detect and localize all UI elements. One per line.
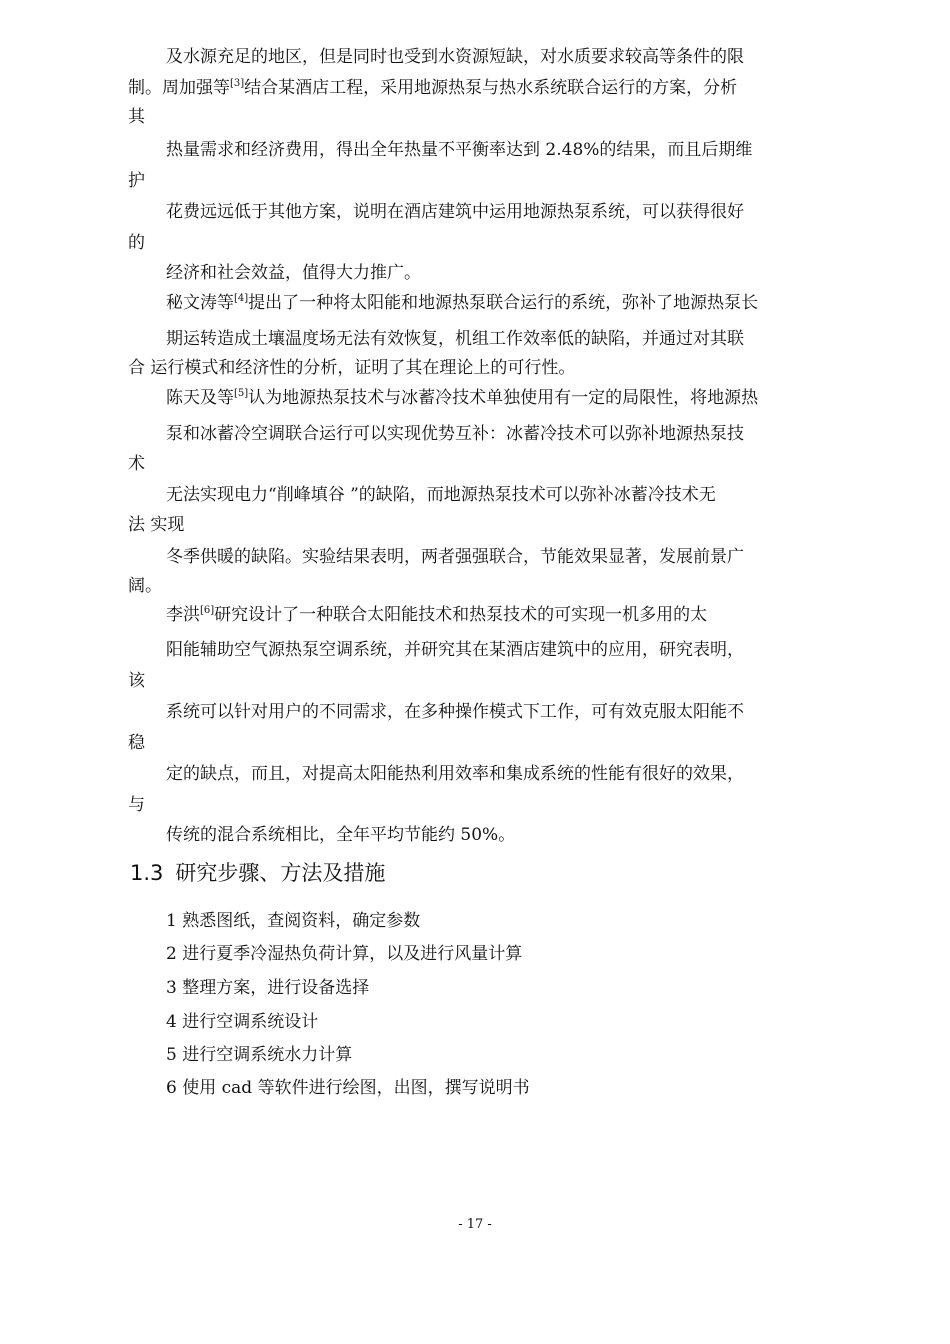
body-line: 经济和社会效益，值得大力推广。	[166, 263, 421, 283]
citation-ref: [5]	[234, 388, 249, 399]
body-line: 及水源充足的地区，但是同时也受到水资源短缺，对水质要求较高等条件的限	[166, 47, 744, 67]
body-line: 术	[128, 454, 145, 474]
body-line: 李洪[6]研究设计了一种联合太阳能技术和热泵技术的可实现一机多用的太	[166, 605, 708, 625]
body-line: 泵和冰蓄冷空调联合运行可以实现优势互补：冰蓄冷技术可以弥补地源热泵技	[166, 424, 744, 444]
step-item: 1 熟悉图纸，查阅资料，确定参数	[166, 911, 421, 931]
body-line: 护	[128, 171, 145, 191]
body-line: 冬季供暖的缺陷。实验结果表明，两者强强联合，节能效果显著，发展前景广	[166, 547, 744, 567]
body-line: 无法实现电力“削峰填谷 ”的缺陷，而地源热泵技术可以弥补冰蓄冷技术无	[166, 485, 716, 505]
body-line: 阔。	[128, 576, 162, 596]
step-item: 2 进行夏季冷湿热负荷计算，以及进行风量计算	[166, 944, 523, 964]
section-title: 研究步骤、方法及措施	[175, 861, 386, 885]
step-item: 6 使用 cad 等软件进行绘图，出图，撰写说明书	[166, 1078, 530, 1098]
body-line: 该	[128, 671, 145, 691]
body-line: 定的缺点，而且，对提高太阳能热利用效率和集成系统的性能有很好的效果，	[166, 764, 744, 784]
body-line: 的	[128, 233, 145, 253]
body-line: 合 运行模式和经济性的分析，证明了其在理论上的可行性。	[128, 358, 576, 378]
citation-ref: [3]	[230, 78, 245, 89]
body-line: 传统的混合系统相比，全年平均节能约 50%。	[166, 825, 516, 845]
body-line: 陈天及等[5]认为地源热泵技术与冰蓄冷技术单独使用有一定的局限性，将地源热	[166, 388, 759, 408]
body-line: 稳	[128, 733, 145, 753]
body-line: 系统可以针对用户的不同需求，在多种操作模式下工作，可有效克服太阳能不	[166, 702, 744, 722]
body-line: 秘文涛等[4]提出了一种将太阳能和地源热泵联合运行的系统，弥补了地源热泵长	[166, 293, 759, 313]
step-item: 5 进行空调系统水力计算	[166, 1045, 353, 1065]
section-heading	[130, 859, 385, 887]
citation-ref: [4]	[234, 293, 249, 304]
body-line: 法 实现	[128, 515, 185, 535]
body-line: 热量需求和经济费用，得出全年热量不平衡率达到 2.48%的结果，而且后期维	[166, 140, 753, 160]
step-item: 4 进行空调系统设计	[166, 1012, 319, 1032]
body-line: 其	[128, 107, 145, 127]
body-line: 制。周加强等[3]结合某酒店工程，采用地源热泵与热水系统联合运行的方案，分析	[128, 78, 738, 98]
page-number: - 17 -	[458, 1217, 492, 1232]
section-number: 1.3	[130, 861, 164, 885]
body-line: 阳能辅助空气源热泵空调系统，并研究其在某酒店建筑中的应用，研究表明，	[166, 640, 744, 660]
step-item: 3 整理方案，进行设备选择	[166, 978, 370, 998]
body-line: 花费远远低于其他方案，说明在酒店建筑中运用地源热泵系统，可以获得很好	[166, 202, 744, 222]
citation-ref: [6]	[200, 605, 215, 616]
body-line: 与	[128, 795, 145, 815]
body-line: 期运转造成土壤温度场无法有效恢复，机组工作效率低的缺陷，并通过对其联	[166, 329, 744, 349]
